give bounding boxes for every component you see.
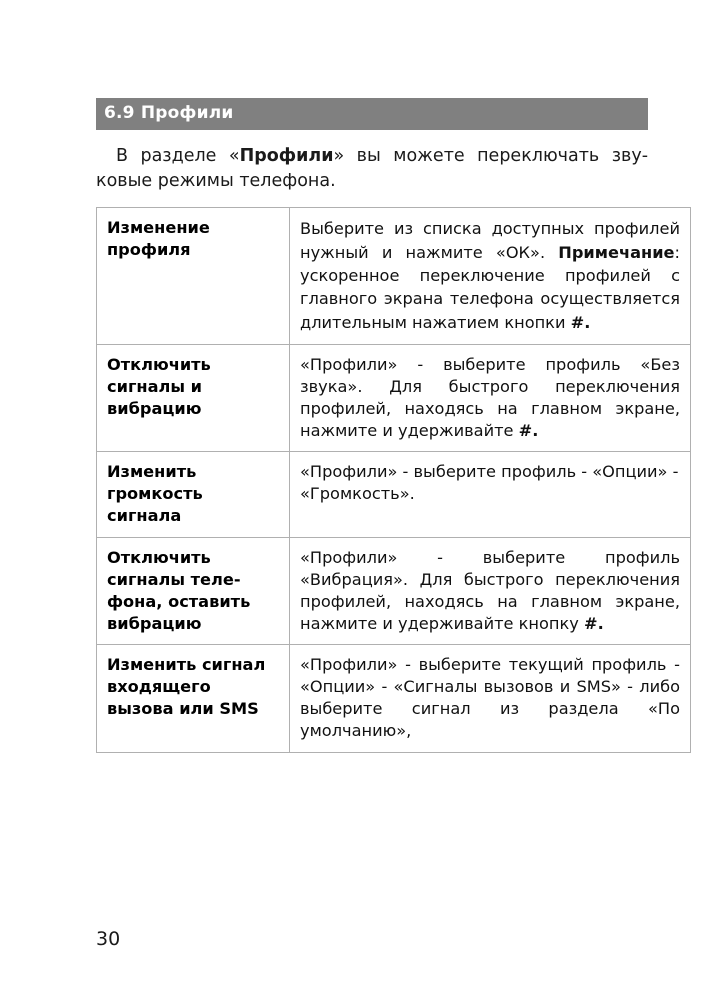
table-row xyxy=(97,538,691,645)
page-number: 30 xyxy=(96,928,121,950)
table-cell-description xyxy=(290,538,691,645)
section-heading: 6.9 Профили xyxy=(96,98,648,130)
desc-text-1: «Профили» - выберите текущий профиль - «Опции» - «Сигналы вызовов и SMS» - либо выберите сигнал из раздела «По умолчанию», xyxy=(300,655,680,741)
desc-bold-1: #. xyxy=(584,613,604,633)
table-cell-term: Отключить сигналы и вибрацию xyxy=(97,345,290,452)
desc-bold-2: #. xyxy=(570,312,591,332)
desc-text-1: «Профили» - выберите профиль «Вибрация». Для быстрого переключения профилей, находясь на главном экране, нажмите и удерживайте кнопку xyxy=(300,548,680,633)
table-cell-term: Изменить громкость сигнала xyxy=(97,452,290,538)
profiles-table xyxy=(96,207,691,753)
table-cell-description xyxy=(290,452,691,538)
intro-paragraph xyxy=(96,144,648,194)
table-cell-term: Изменить сигнал входящего вызова или SMS xyxy=(97,645,290,752)
desc-bold-1: Примечание xyxy=(558,242,675,262)
desc-bold-1: #. xyxy=(518,420,539,440)
table-row xyxy=(97,452,691,538)
desc-text-2: : ускоренное переключение профилей с главного экрана телефона осуществляется длительным нажатием кнопки xyxy=(300,242,680,332)
table-cell-term: Изменение профиля xyxy=(97,208,290,345)
intro-text-bold: Профили xyxy=(239,145,334,166)
table-cell-description xyxy=(290,645,691,752)
table-cell-description xyxy=(290,345,691,452)
desc-text-1: «Профили» - выберите профиль - «Опции» - «Громкость». xyxy=(300,462,679,504)
table-row xyxy=(97,208,691,345)
table-row xyxy=(97,345,691,452)
intro-text-before: В разделе « xyxy=(116,145,240,166)
page-content xyxy=(96,98,680,753)
table-cell-description xyxy=(290,208,691,345)
table-row xyxy=(97,645,691,752)
table-cell-term: Отключить сигналы телефона, оставить вибрацию xyxy=(97,538,290,645)
desc-text-1: Выберите из списка доступных профилей нужный и нажмите «ОК». xyxy=(300,219,680,262)
intro-text-after: » вы можете переключать звуковые режимы телефона. xyxy=(96,145,649,191)
desc-text-1: «Профили» - выберите профиль «Без звука». Для быстрого переключения профилей, находясь на главном экране, нажмите и удерживайте xyxy=(300,355,680,440)
